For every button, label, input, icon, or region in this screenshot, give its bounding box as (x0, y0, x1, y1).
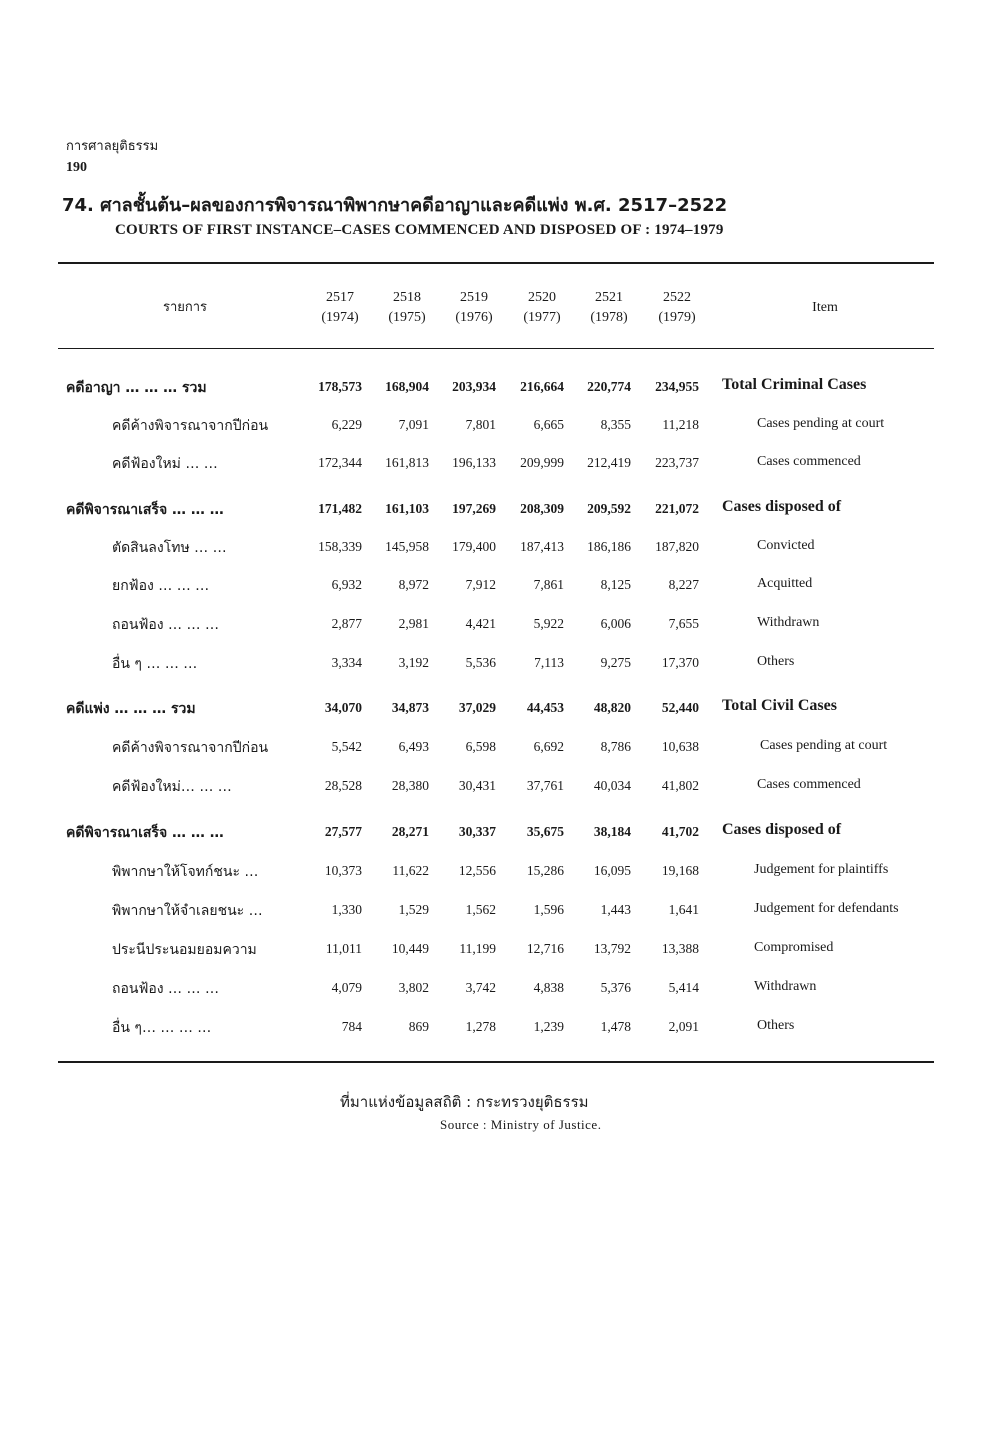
value-cell: 8,972 (398, 577, 429, 592)
value-cell: 168,904 (385, 379, 429, 394)
value-cell: 172,344 (318, 455, 362, 470)
table-row (0, 978, 990, 1004)
value-cell: 35,675 (526, 824, 564, 839)
section-header: การศาลยุติธรรม (66, 139, 159, 154)
value-cell: 28,528 (324, 778, 362, 793)
row-label-thai: คดีแพ่ง … … … รวม (66, 701, 196, 717)
table-row (0, 377, 990, 403)
value-cell: 179,400 (452, 539, 496, 554)
row-label-thai: คดีพิจารณาเสร็จ … … … (66, 825, 224, 841)
value-cell: 13,792 (593, 941, 631, 956)
value-cell: 197,269 (452, 501, 496, 516)
row-label-english: Judgement for defendants (754, 901, 899, 916)
row-label-thai: คดีฟ้องใหม่ … … (112, 456, 218, 472)
year-header: 2517 (1974) (321, 290, 359, 325)
value-cell: 161,813 (385, 455, 429, 470)
value-cell: 27,577 (324, 824, 362, 839)
value-cell: 5,922 (533, 616, 564, 631)
row-label-thai: พิพากษาให้โจทก์ชนะ … (112, 864, 259, 880)
value-cell: 34,873 (391, 700, 429, 715)
row-label-english: Cases commenced (757, 454, 861, 469)
row-label-thai: คดีค้างพิจารณาจากปีก่อน (112, 740, 269, 756)
table-row (0, 614, 990, 640)
value-cell: 6,932 (331, 577, 362, 592)
value-cell: 196,133 (452, 455, 496, 470)
row-label-english: Cases pending at court (757, 416, 885, 431)
value-cell: 8,355 (600, 417, 631, 432)
value-cell: 11,199 (459, 941, 496, 956)
value-cell: 7,912 (465, 577, 496, 592)
value-cell: 208,309 (520, 501, 564, 516)
value-cell: 16,095 (593, 863, 631, 878)
value-cell: 41,702 (661, 824, 699, 839)
value-cell: 6,006 (600, 616, 631, 631)
value-cell: 2,091 (668, 1019, 699, 1034)
value-cell: 2,877 (331, 616, 362, 631)
table-row (0, 776, 990, 802)
row-label-thai: คดีพิจารณาเสร็จ … … … (66, 502, 224, 518)
value-cell: 40,034 (593, 778, 631, 793)
value-cell: 52,440 (661, 700, 699, 715)
source-note-english: Source : Ministry of Justice. (440, 1117, 602, 1132)
value-cell: 216,664 (520, 379, 564, 394)
value-cell: 17,370 (661, 655, 699, 670)
table-row (0, 537, 990, 563)
table-title-english: COURTS OF FIRST INSTANCE–CASES COMMENCED AND DISPOSED OF : 1974–1979 (115, 222, 724, 238)
value-cell: 3,802 (398, 980, 429, 995)
value-cell: 5,536 (465, 655, 496, 670)
value-cell: 3,742 (465, 980, 496, 995)
value-cell: 203,934 (452, 379, 496, 394)
value-cell: 4,079 (331, 980, 362, 995)
value-cell: 6,692 (533, 739, 564, 754)
value-cell: 212,419 (587, 455, 631, 470)
value-cell: 3,192 (398, 655, 429, 670)
row-label-thai: อื่น ๆ… … … … (112, 1020, 212, 1036)
row-label-thai: ตัดสินลงโทษ … … (112, 540, 227, 556)
table-title-thai: 74. ศาลชั้นต้น–ผลของการพิจารณาพิพากษาคดีอาญาและคดีแพ่ง พ.ศ. 2517–2522 (62, 195, 728, 216)
value-cell: 6,229 (331, 417, 362, 432)
value-cell: 11,218 (662, 417, 699, 432)
value-cell: 6,493 (398, 739, 429, 754)
row-label-english: Others (757, 654, 795, 669)
value-cell: 34,070 (324, 700, 362, 715)
row-label-english: Compromised (754, 940, 834, 955)
year-header: 2522 (1979) (658, 290, 696, 325)
value-cell: 178,573 (318, 379, 362, 394)
value-cell: 28,271 (391, 824, 429, 839)
year-header: 2521 (1978) (590, 290, 628, 325)
value-cell: 1,641 (668, 902, 699, 917)
value-cell: 7,091 (398, 417, 429, 432)
value-cell: 161,103 (385, 501, 429, 516)
value-cell: 2,981 (398, 616, 429, 631)
table-row (0, 653, 990, 679)
row-label-thai: คดีอาญา … … … รวม (66, 380, 207, 396)
value-cell: 1,443 (600, 902, 631, 917)
table-row (0, 415, 990, 441)
value-cell: 1,478 (600, 1019, 631, 1034)
value-cell: 6,598 (465, 739, 496, 754)
value-cell: 1,278 (465, 1019, 496, 1034)
value-cell: 10,373 (324, 863, 362, 878)
value-cell: 19,168 (661, 863, 699, 878)
row-label-english: Withdrawn (754, 979, 817, 994)
table-row (0, 1017, 990, 1043)
value-cell: 8,125 (600, 577, 631, 592)
value-cell: 37,029 (458, 700, 496, 715)
table-row (0, 499, 990, 525)
row-label-thai: ถอนฟ้อง … … … (112, 617, 219, 633)
value-cell: 784 (341, 1019, 362, 1034)
table-row (0, 737, 990, 763)
row-label-english: Cases disposed of (722, 821, 842, 838)
value-cell: 28,380 (391, 778, 429, 793)
row-label-thai: ถอนฟ้อง … … … (112, 981, 219, 997)
value-cell: 171,482 (318, 501, 362, 516)
table-row (0, 900, 990, 926)
value-cell: 1,529 (398, 902, 429, 917)
value-cell: 187,413 (520, 539, 564, 554)
value-cell: 1,596 (533, 902, 564, 917)
value-cell: 3,334 (331, 655, 362, 670)
value-cell: 223,737 (655, 455, 699, 470)
column-header-item-thai: รายการ (162, 300, 208, 315)
value-cell: 7,801 (465, 417, 496, 432)
value-cell: 209,999 (520, 455, 564, 470)
year-header: 2519 (1976) (455, 290, 493, 325)
value-cell: 11,011 (325, 941, 362, 956)
value-cell: 11,622 (392, 863, 429, 878)
year-header: 2518 (1975) (388, 290, 426, 325)
row-label-english: Convicted (757, 538, 815, 553)
value-cell: 4,421 (465, 616, 496, 631)
value-cell: 10,638 (661, 739, 699, 754)
value-cell: 38,184 (593, 824, 631, 839)
table-row (0, 698, 990, 724)
row-label-english: Acquitted (757, 576, 813, 591)
value-cell: 234,955 (655, 379, 699, 394)
value-cell: 10,449 (391, 941, 429, 956)
year-header: 2520 (1977) (523, 290, 561, 325)
row-label-thai: พิพากษาให้จำเลยชนะ … (112, 903, 263, 919)
value-cell: 48,820 (593, 700, 631, 715)
row-label-thai: ยกฟ้อง … … … (112, 578, 210, 594)
value-cell: 30,337 (458, 824, 496, 839)
value-cell: 8,786 (600, 739, 631, 754)
row-label-thai: คดีฟ้องใหม่… … … (112, 779, 232, 795)
row-label-english: Cases disposed of (722, 498, 842, 515)
value-cell: 7,113 (534, 655, 564, 670)
value-cell: 4,838 (533, 980, 564, 995)
table-row (0, 822, 990, 848)
value-cell: 7,655 (668, 616, 699, 631)
value-cell: 1,239 (533, 1019, 564, 1034)
table-row (0, 575, 990, 601)
value-cell: 30,431 (458, 778, 496, 793)
header-bottom-rule (58, 348, 934, 349)
value-cell: 186,186 (587, 539, 631, 554)
value-cell: 209,592 (587, 501, 631, 516)
row-label-english: Total Civil Cases (722, 697, 837, 714)
value-cell: 37,761 (526, 778, 564, 793)
value-cell: 9,275 (600, 655, 631, 670)
value-cell: 8,227 (668, 577, 699, 592)
value-cell: 12,556 (458, 863, 496, 878)
value-cell: 7,861 (533, 577, 564, 592)
table-row (0, 939, 990, 965)
value-cell: 221,072 (655, 501, 699, 516)
table-row (0, 453, 990, 479)
source-note-thai: ที่มาแห่งข้อมูลสถิติ : กระทรวงยุติธรรม (340, 1093, 589, 1111)
row-label-thai: คดีค้างพิจารณาจากปีก่อน (112, 418, 269, 434)
page-number: 190 (66, 160, 87, 175)
table-row (0, 861, 990, 887)
row-label-english: Total Criminal Cases (722, 376, 867, 393)
row-label-thai: ประนีประนอมยอมความ (112, 942, 257, 958)
table-bottom-rule (58, 1061, 934, 1063)
value-cell: 41,802 (661, 778, 699, 793)
value-cell: 145,958 (385, 539, 429, 554)
value-cell: 5,414 (668, 980, 699, 995)
value-cell: 1,562 (465, 902, 496, 917)
value-cell: 5,376 (600, 980, 631, 995)
value-cell: 187,820 (655, 539, 699, 554)
value-cell: 44,453 (526, 700, 564, 715)
table-top-rule (58, 262, 934, 264)
value-cell: 869 (408, 1019, 429, 1034)
column-header-item-english: Item (812, 300, 838, 315)
value-cell: 13,388 (661, 941, 699, 956)
value-cell: 220,774 (587, 379, 631, 394)
value-cell: 12,716 (526, 941, 564, 956)
value-cell: 15,286 (526, 863, 564, 878)
row-label-english: Cases commenced (757, 777, 861, 792)
value-cell: 5,542 (331, 739, 362, 754)
value-cell: 1,330 (331, 902, 362, 917)
row-label-english: Judgement for plaintiffs (754, 862, 889, 877)
row-label-thai: อื่น ๆ … … … (112, 656, 198, 672)
row-label-english: Others (757, 1018, 795, 1033)
row-label-english: Cases pending at court (760, 738, 888, 753)
row-label-english: Withdrawn (757, 615, 820, 630)
value-cell: 6,665 (533, 417, 564, 432)
value-cell: 158,339 (318, 539, 362, 554)
